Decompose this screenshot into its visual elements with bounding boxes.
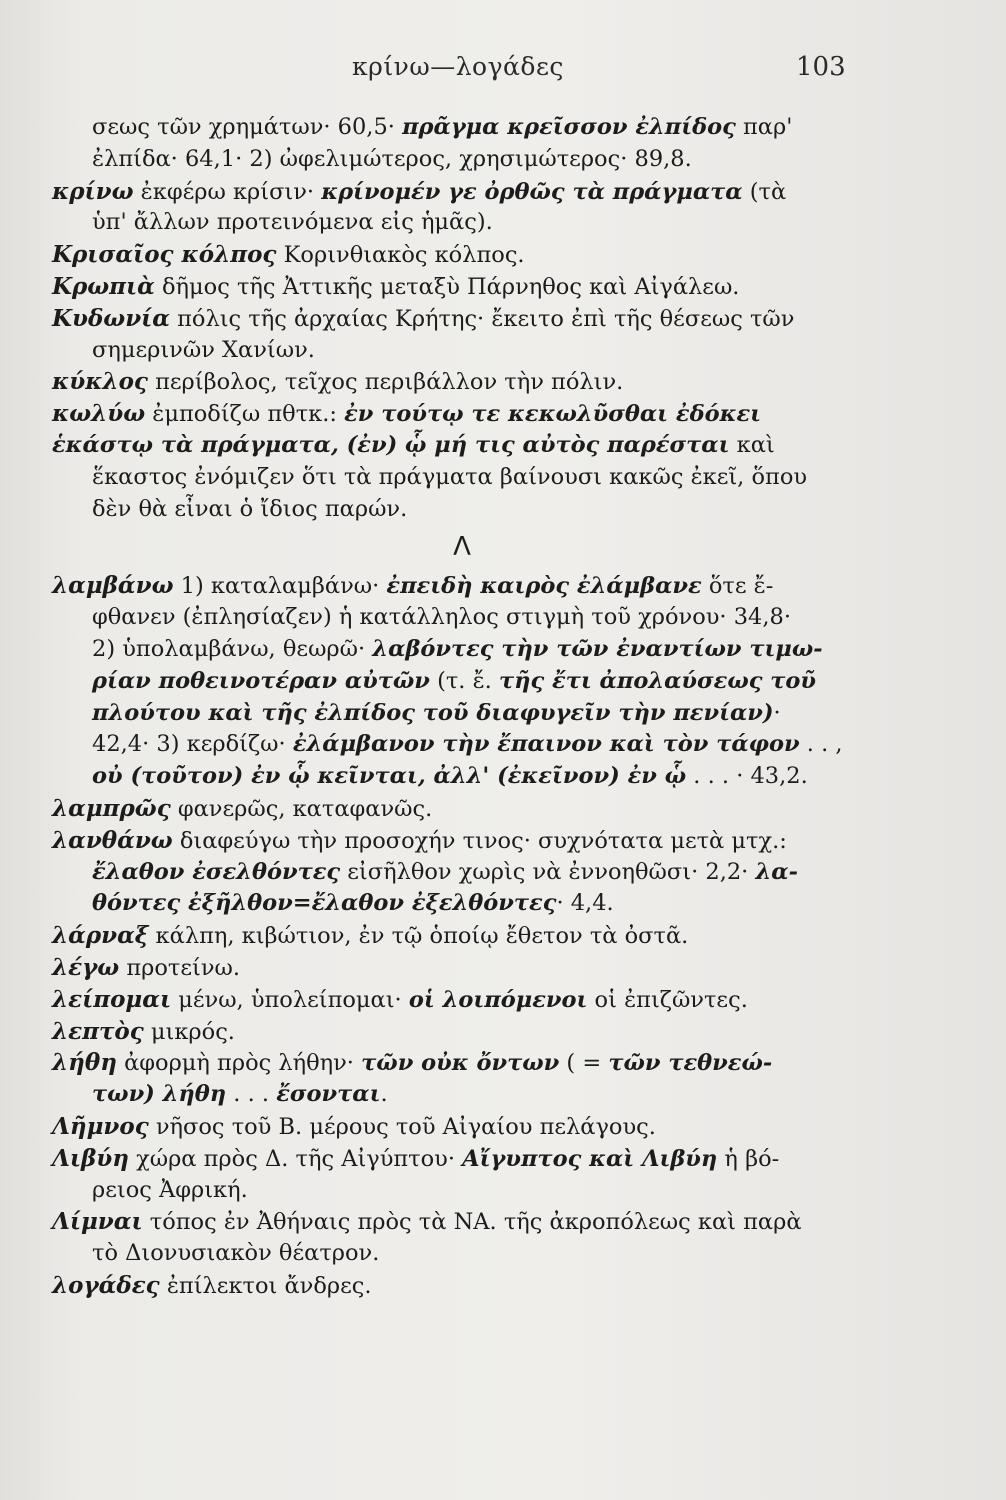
definition-text: τόπος ἐν Ἀθήναις πρὸς τὰ ΝΑ. τῆς ἀκροπόλεως καὶ παρὰ (142, 1209, 802, 1236)
quotation: πρᾶγμα κρεῖσσον ἐλπίδος (402, 114, 736, 140)
headword: λεπτὸς (52, 1017, 144, 1045)
definition-text: παρ' (735, 114, 793, 140)
text-line (52, 570, 892, 602)
text-line (52, 1206, 892, 1238)
quotation: οὐ (τοῦτον) ἐν ᾧ κεῖνται, ἀλλ' (ἐκεῖνον) ἐν ᾧ (92, 763, 687, 790)
quotation: Αἴγυπτος καὶ Λιβύη (462, 1145, 718, 1172)
text-line (52, 144, 892, 176)
definition-text: . (380, 1081, 388, 1108)
glossary-entries (52, 112, 892, 1302)
section-letter (32, 525, 892, 570)
definition-text: ρειος Ἀφρική. (92, 1176, 248, 1203)
quotation: οἱ λοιπόμενοι (408, 986, 588, 1013)
headword: κωλύω (52, 400, 146, 428)
text-line (52, 761, 892, 793)
page-number: 103 (796, 52, 846, 82)
headword: κρίνω (52, 177, 134, 205)
text-line (52, 176, 892, 208)
definition-text: διαφεύγω τὴν προσοχήν τινος· συχνότατα μετὰ μτχ.: (172, 827, 787, 854)
definition-text: σεως τῶν χρημάτων· 60,5· (92, 114, 403, 140)
headword: λανθάνω (52, 826, 173, 854)
text-line (52, 1143, 892, 1175)
quotation: ἐπειδὴ καιρὸς ἐλάμβανε (386, 573, 702, 600)
definition-text: . . , (799, 731, 843, 758)
definition-text: ἀφορμὴ πρὸς λήθην· (116, 1050, 362, 1077)
definition-text: ὑπ' ἄλλων προτεινόμενα εἰς ἡμᾶς). (92, 209, 493, 236)
quotation: θόντες ἐξῆλθον=ἔλαθον ἐξελθόντες (92, 890, 557, 917)
quotation: λα- (755, 858, 798, 885)
definition-text: ἐλπίδα· 64,1· 2) ὠφελιμώτερος, χρησιμώτερος· 89,8. (92, 145, 692, 172)
headword: Κρισαῖος κόλπος (52, 241, 277, 269)
definition-text: · (773, 699, 781, 726)
text-line (52, 602, 892, 634)
quotation: τῆς ἔτι ἀπολαύσεως τοῦ (498, 667, 817, 694)
text-line (52, 1047, 892, 1079)
headword: λέγω (52, 953, 120, 981)
text-line (52, 303, 892, 335)
definition-text: μικρός. (143, 1018, 235, 1045)
quotation: πλούτου καὶ τῆς ἐλπίδος τοῦ διαφυγεῖν τὴν πενίαν) (92, 699, 774, 726)
definition-text: 1) καταλαμβάνω· (173, 573, 387, 600)
headword: λείπομαι (52, 985, 172, 1013)
quotation: τῶν τεθνεώ- (608, 1050, 773, 1077)
text-line (52, 112, 892, 144)
definition-text: περίβολος, τεῖχος περιβάλλον τὴν πόλιν. (147, 369, 624, 396)
text-line (52, 430, 892, 462)
text-line (52, 1270, 892, 1302)
definition-text: 42,4· 3) κερδίζω· (92, 731, 293, 758)
text-line (52, 1175, 892, 1207)
running-head: κρίνω—λογάδες (352, 52, 564, 81)
text-line (52, 239, 892, 271)
definition-text: Κορινθιακὸς κόλπος. (276, 242, 525, 269)
text-line (52, 729, 892, 761)
definition-text: (τ. ἔ. (429, 667, 499, 694)
definition-text: σημερινῶν Χανίων. (92, 336, 315, 363)
definition-text: οἱ ἐπιζῶντες. (587, 986, 748, 1013)
headword: Κρωπιὰ (52, 272, 155, 300)
definition-text: ἡ βό- (717, 1145, 780, 1172)
text-line (52, 793, 892, 825)
text-line (52, 271, 892, 303)
quotation: τῶν οὐκ ὄντων (361, 1050, 560, 1077)
quotation: ἔσονται (276, 1081, 381, 1108)
quotation: ἑκάστῳ τὰ πράγματα, (ἐν) ᾧ μή τις αὐτὸς παρέσται (52, 431, 730, 458)
definition-text: ( = (559, 1050, 609, 1077)
text-line (52, 952, 892, 984)
quotation: ἔλαθον ἐσελθόντες (92, 858, 341, 885)
definition-text: καὶ (729, 431, 775, 458)
headword: λαμβάνω (52, 572, 174, 600)
definition-text: ἕκαστος ἐνόμιζεν ὅτι τὰ πράγματα βαίνουσι κακῶς ἐκεῖ, ὅπου (92, 463, 808, 490)
definition-text: νῆσος τοῦ Β. μέρους τοῦ Αἰγαίου πελάγους. (148, 1113, 656, 1140)
definition-text: δὲν θὰ εἶναι ὁ ἴδιος παρών. (92, 495, 408, 522)
text-line (52, 335, 892, 367)
definition-text: προτείνω. (119, 954, 241, 981)
text-line (52, 1111, 892, 1143)
headword: Κυδωνία (52, 304, 170, 332)
quotation: ρίαν ποθεινοτέραν αὐτῶν (92, 667, 430, 694)
definition-text: Λ (453, 532, 471, 563)
quotation: λαβόντες τὴν τῶν ἐναντίων τιμω- (372, 635, 823, 662)
text-line (52, 494, 892, 526)
definition-text: πόλις τῆς ἀρχαίας Κρήτης· ἔκειτο ἐπὶ τῆς θέσεως τῶν (169, 305, 795, 332)
text-line (52, 888, 892, 920)
quotation: των) λήθη (92, 1081, 227, 1108)
definition-text: . . . (226, 1081, 277, 1108)
definition-text: δῆμος τῆς Ἀττικῆς μεταξὺ Πάρνηθος καὶ Αἰγάλεω. (154, 273, 740, 300)
text-line (52, 857, 892, 889)
text-line (52, 920, 892, 952)
text-line (52, 825, 892, 857)
definition-text: ἐπίλεκτοι ἄνδρες. (159, 1272, 372, 1299)
text-line (52, 462, 892, 494)
definition-text: κάλπη, κιβώτιον, ἐν τῷ ὁποίῳ ἔθετον τὰ ὀστᾶ. (148, 923, 689, 950)
headword: λήθη (52, 1049, 117, 1077)
headword: κύκλος (52, 368, 148, 396)
text-line (52, 1079, 892, 1111)
definition-text: . . . · 43,2. (686, 763, 808, 790)
text-line (52, 666, 892, 698)
headword: λάρναξ (52, 922, 149, 950)
definition-text: τὸ Διονυσιακὸν θέατρον. (92, 1240, 380, 1267)
text-line (52, 207, 892, 239)
quotation: ἐν τούτῳ τε κεκωλῦσθαι ἐδόκει (344, 401, 762, 428)
definition-text: εἰσῆλθον χωρὶς νὰ ἐννοηθῶσι· 2,2· (340, 858, 756, 885)
definition-text: φθανεν (ἐπλησίαζεν) ἡ κατάλληλος στιγμὴ τοῦ χρόνου· 34,8· (92, 604, 791, 631)
headword: λαμπρῶς (52, 794, 171, 822)
definition-text: ὅτε ἔ- (701, 573, 774, 600)
definition-text: 2) ὑπολαμβάνω, θεωρῶ· (92, 635, 373, 662)
headword: λογάδες (52, 1271, 160, 1299)
definition-text: (τὰ (742, 178, 787, 205)
definition-text: χώρα πρὸς Δ. τῆς Αἰγύπτου· (128, 1145, 463, 1172)
definition-text: φανερῶς, καταφανῶς. (170, 795, 433, 822)
definition-text: ἐκφέρω κρίσιν· (133, 178, 322, 205)
headword: Λιβύη (52, 1144, 129, 1172)
quotation: ἐλάμβανον τὴν ἔπαινον καὶ τὸν τάφον (292, 731, 800, 758)
definition-text: · 4,4. (556, 890, 614, 917)
definition-text: ἐμποδίζω πθτκ.: (145, 401, 345, 428)
text-line (52, 1238, 892, 1270)
text-line (52, 984, 892, 1016)
definition-text: μένω, ὑπολείπομαι· (171, 986, 409, 1013)
text-line (52, 398, 892, 430)
text-line (52, 1016, 892, 1048)
text-line (52, 698, 892, 730)
headword: Λίμναι (52, 1208, 143, 1236)
headword: Λῆμνος (52, 1112, 149, 1140)
text-line (52, 634, 892, 666)
text-line (52, 366, 892, 398)
quotation: κρίνομέν γε ὀρθῶς τὰ πράγματα (321, 178, 743, 205)
